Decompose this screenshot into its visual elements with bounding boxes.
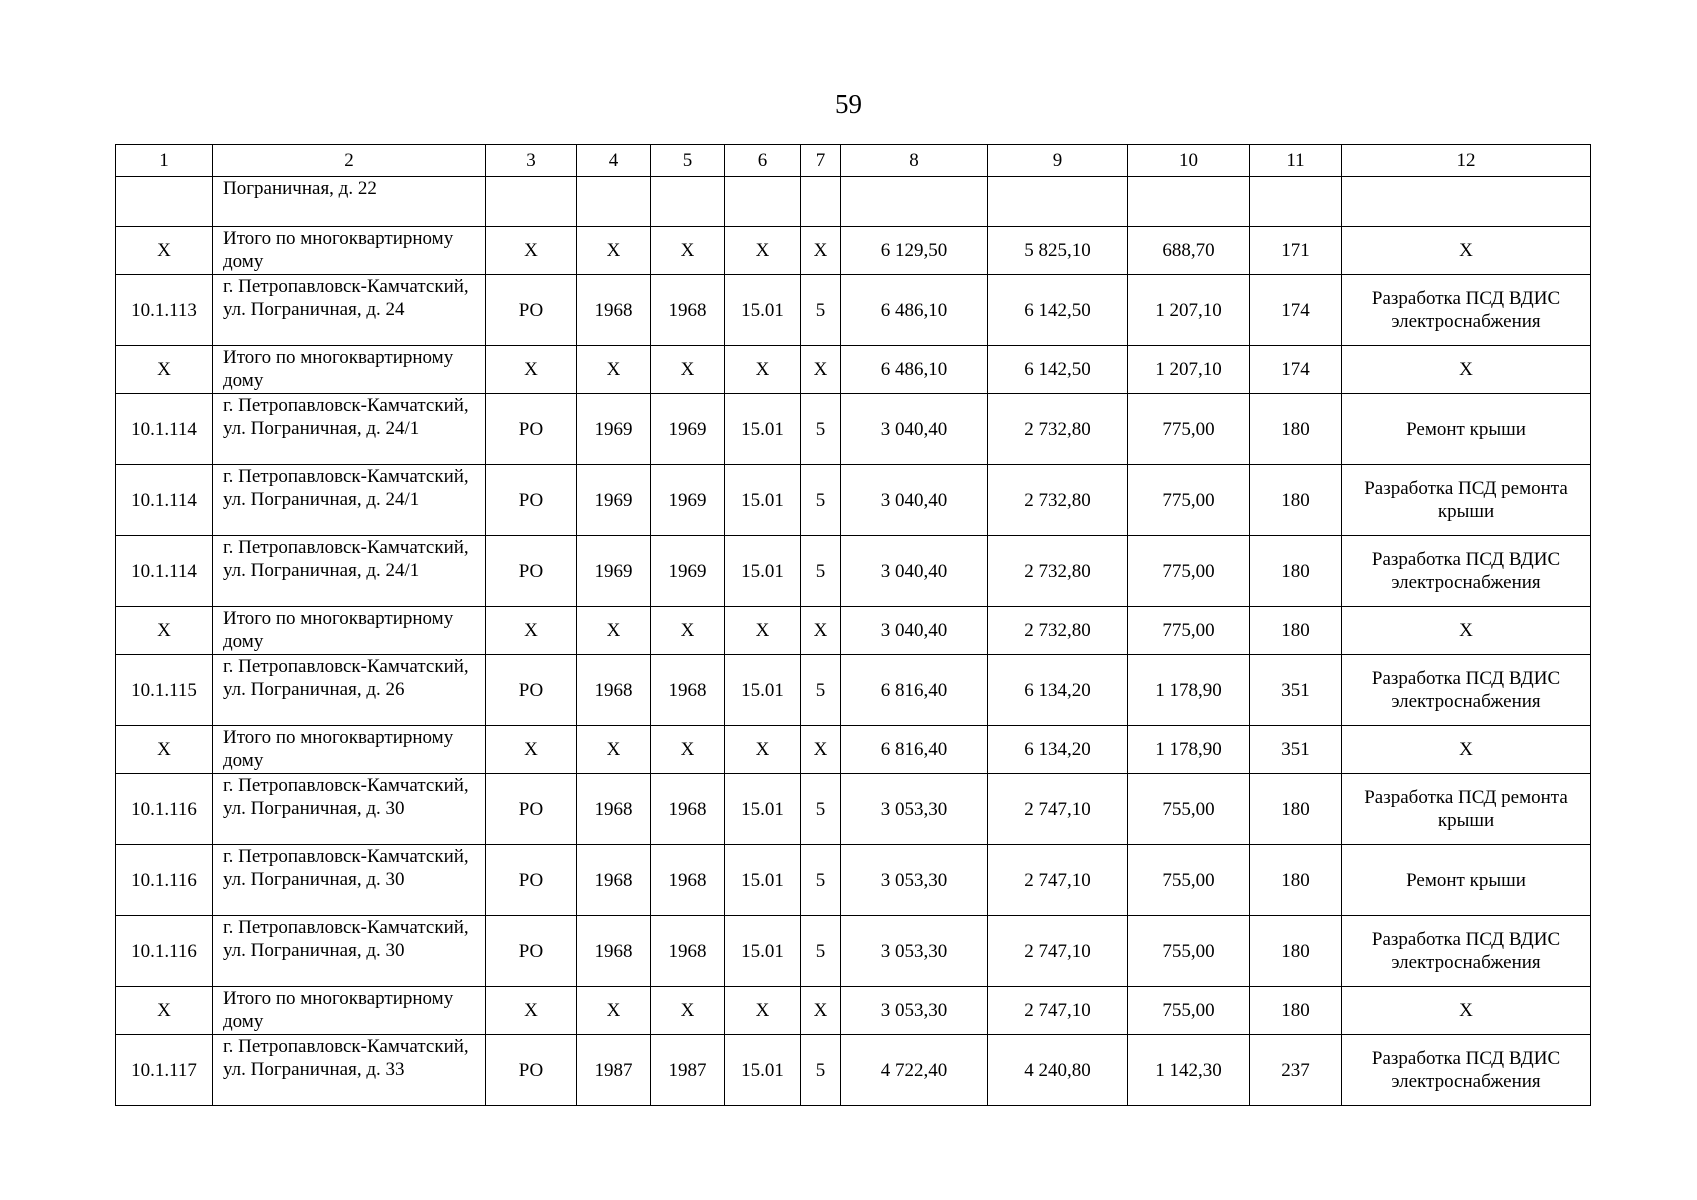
cell-item-number xyxy=(116,177,213,227)
cell-year-commissioned: 1969 xyxy=(651,465,725,536)
cell-living-area: 6 142,50 xyxy=(988,275,1128,346)
cell-item-number: 10.1.116 xyxy=(116,774,213,845)
cell-code: Х xyxy=(486,987,577,1035)
col-12-number: 12 xyxy=(1342,145,1591,177)
cell-address: г. Петропавловск-Камчатский, ул. Пограничная, д. 30 xyxy=(213,774,486,845)
cell-living-area: 2 747,10 xyxy=(988,987,1128,1035)
cell-living-area: 4 240,80 xyxy=(988,1035,1128,1106)
cell-item-number: Х xyxy=(116,346,213,394)
cell-living-area: 2 732,80 xyxy=(988,607,1128,655)
cell-year-built: Х xyxy=(577,726,651,774)
cell-year-commissioned: 1968 xyxy=(651,845,725,916)
cell-code xyxy=(486,177,577,227)
cell-work-type: Х xyxy=(1342,227,1591,275)
cell-residents: 180 xyxy=(1250,987,1342,1035)
cell-year-commissioned: 1968 xyxy=(651,774,725,845)
cell-year-built xyxy=(577,177,651,227)
col-9-number: 9 xyxy=(988,145,1128,177)
cell-code: РО xyxy=(486,655,577,726)
cell-code: РО xyxy=(486,916,577,987)
cell-total-area: 3 040,40 xyxy=(841,394,988,465)
cell-code: Х xyxy=(486,346,577,394)
cell-residents xyxy=(1250,177,1342,227)
cell-code-1501: Х xyxy=(725,726,801,774)
cell-area-10: 1 207,10 xyxy=(1128,346,1250,394)
table-row xyxy=(116,275,1591,346)
cell-item-number: 10.1.116 xyxy=(116,845,213,916)
cell-floors: Х xyxy=(801,987,841,1035)
cell-area-10: 1 207,10 xyxy=(1128,275,1250,346)
cell-item-number: 10.1.114 xyxy=(116,465,213,536)
cell-year-commissioned: Х xyxy=(651,726,725,774)
cell-residents: 180 xyxy=(1250,607,1342,655)
table-row xyxy=(116,394,1591,465)
cell-address: г. Петропавловск-Камчатский, ул. Пограничная, д. 30 xyxy=(213,916,486,987)
cell-address: Пограничная, д. 22 xyxy=(213,177,486,227)
cell-code: РО xyxy=(486,465,577,536)
cell-work-type: Разработка ПСД ВДИС электроснабжения xyxy=(1342,1035,1591,1106)
cell-code: РО xyxy=(486,774,577,845)
cell-residents: 180 xyxy=(1250,536,1342,607)
cell-code: РО xyxy=(486,394,577,465)
cell-floors: 5 xyxy=(801,774,841,845)
cell-total-area: 3 053,30 xyxy=(841,916,988,987)
cell-living-area: 2 747,10 xyxy=(988,774,1128,845)
cell-year-built: Х xyxy=(577,227,651,275)
cell-work-type: Х xyxy=(1342,726,1591,774)
cell-living-area: 6 134,20 xyxy=(988,655,1128,726)
cell-code-1501: Х xyxy=(725,607,801,655)
cell-year-commissioned: Х xyxy=(651,227,725,275)
cell-item-number: 10.1.116 xyxy=(116,916,213,987)
cell-work-type xyxy=(1342,177,1591,227)
cell-address: г. Петропавловск-Камчатский, ул. Пограничная, д. 30 xyxy=(213,845,486,916)
col-1-number: 1 xyxy=(116,145,213,177)
cell-address: Итого по многоквартирному дому xyxy=(213,726,486,774)
cell-total-area xyxy=(841,177,988,227)
table-row xyxy=(116,774,1591,845)
cell-area-10: 1 178,90 xyxy=(1128,726,1250,774)
total-row xyxy=(116,346,1591,394)
cell-work-type: Х xyxy=(1342,607,1591,655)
col-10-number: 10 xyxy=(1128,145,1250,177)
cell-residents: 237 xyxy=(1250,1035,1342,1106)
cell-area-10: 755,00 xyxy=(1128,774,1250,845)
cell-area-10: 688,70 xyxy=(1128,227,1250,275)
cell-floors: Х xyxy=(801,607,841,655)
cell-work-type: Ремонт крыши xyxy=(1342,394,1591,465)
cell-address: г. Петропавловск-Камчатский, ул. Пограничная, д. 24/1 xyxy=(213,465,486,536)
cell-total-area: 3 053,30 xyxy=(841,845,988,916)
cell-area-10: 775,00 xyxy=(1128,394,1250,465)
cell-code-1501: 15.01 xyxy=(725,774,801,845)
cell-item-number: Х xyxy=(116,987,213,1035)
cell-area-10: 755,00 xyxy=(1128,987,1250,1035)
table-body xyxy=(116,145,1591,1106)
cell-code-1501 xyxy=(725,177,801,227)
cell-floors: 5 xyxy=(801,655,841,726)
col-8-number: 8 xyxy=(841,145,988,177)
cell-code-1501: Х xyxy=(725,346,801,394)
cell-year-built: 1968 xyxy=(577,275,651,346)
cell-area-10: 775,00 xyxy=(1128,465,1250,536)
col-7-number: 7 xyxy=(801,145,841,177)
col-5-number: 5 xyxy=(651,145,725,177)
cell-item-number: 10.1.113 xyxy=(116,275,213,346)
cell-year-built: Х xyxy=(577,346,651,394)
table-row xyxy=(116,465,1591,536)
cell-living-area xyxy=(988,177,1128,227)
cell-work-type: Разработка ПСД ремонта крыши xyxy=(1342,774,1591,845)
cell-work-type: Разработка ПСД ВДИС электроснабжения xyxy=(1342,916,1591,987)
cell-work-type: Разработка ПСД ремонта крыши xyxy=(1342,465,1591,536)
cell-total-area: 3 053,30 xyxy=(841,987,988,1035)
cell-code-1501: Х xyxy=(725,227,801,275)
cell-code: Х xyxy=(486,607,577,655)
cell-residents: 180 xyxy=(1250,774,1342,845)
cell-address: г. Петропавловск-Камчатский, ул. Пограничная, д. 24/1 xyxy=(213,394,486,465)
cell-year-commissioned: 1987 xyxy=(651,1035,725,1106)
program-table xyxy=(115,144,1591,1106)
cell-item-number: 10.1.114 xyxy=(116,536,213,607)
table-row xyxy=(116,536,1591,607)
cell-total-area: 6 486,10 xyxy=(841,275,988,346)
cell-area-10: 775,00 xyxy=(1128,607,1250,655)
cell-code-1501: 15.01 xyxy=(725,536,801,607)
cell-total-area: 4 722,40 xyxy=(841,1035,988,1106)
cell-total-area: 6 816,40 xyxy=(841,726,988,774)
cell-living-area: 2 732,80 xyxy=(988,536,1128,607)
cell-address: г. Петропавловск-Камчатский, ул. Пограничная, д. 26 xyxy=(213,655,486,726)
cell-work-type: Ремонт крыши xyxy=(1342,845,1591,916)
cell-code-1501: 15.01 xyxy=(725,845,801,916)
cell-year-built: 1968 xyxy=(577,845,651,916)
cell-total-area: 3 053,30 xyxy=(841,774,988,845)
cell-item-number: Х xyxy=(116,607,213,655)
cell-area-10 xyxy=(1128,177,1250,227)
cell-code: Х xyxy=(486,726,577,774)
cell-code-1501: 15.01 xyxy=(725,394,801,465)
cell-code-1501: 15.01 xyxy=(725,1035,801,1106)
cell-code-1501: 15.01 xyxy=(725,655,801,726)
cell-floors: 5 xyxy=(801,536,841,607)
cell-total-area: 6 129,50 xyxy=(841,227,988,275)
cell-residents: 174 xyxy=(1250,275,1342,346)
page-number: 59 xyxy=(835,89,862,119)
cell-year-commissioned: 1968 xyxy=(651,916,725,987)
cell-year-built: 1968 xyxy=(577,655,651,726)
cell-work-type: Разработка ПСД ВДИС электроснабжения xyxy=(1342,655,1591,726)
cell-code-1501: Х xyxy=(725,987,801,1035)
cell-item-number: 10.1.114 xyxy=(116,394,213,465)
table-row xyxy=(116,1035,1591,1106)
cell-code: РО xyxy=(486,1035,577,1106)
cell-living-area: 5 825,10 xyxy=(988,227,1128,275)
cell-code-1501: 15.01 xyxy=(725,916,801,987)
col-2-number: 2 xyxy=(213,145,486,177)
cell-code: РО xyxy=(486,845,577,916)
col-3-number: 3 xyxy=(486,145,577,177)
cell-year-built: 1987 xyxy=(577,1035,651,1106)
cell-year-built: Х xyxy=(577,607,651,655)
cell-total-area: 6 486,10 xyxy=(841,346,988,394)
cell-floors: Х xyxy=(801,346,841,394)
total-row xyxy=(116,726,1591,774)
cell-item-number: Х xyxy=(116,726,213,774)
cell-year-commissioned xyxy=(651,177,725,227)
cell-living-area: 2 732,80 xyxy=(988,465,1128,536)
cell-living-area: 6 142,50 xyxy=(988,346,1128,394)
cell-area-10: 1 142,30 xyxy=(1128,1035,1250,1106)
cell-item-number: Х xyxy=(116,227,213,275)
cell-year-commissioned: 1969 xyxy=(651,536,725,607)
cell-living-area: 6 134,20 xyxy=(988,726,1128,774)
cell-residents: 171 xyxy=(1250,227,1342,275)
cell-year-built: 1969 xyxy=(577,394,651,465)
cell-work-type: Х xyxy=(1342,987,1591,1035)
cell-address: Итого по многоквартирному дому xyxy=(213,227,486,275)
cell-item-number: 10.1.117 xyxy=(116,1035,213,1106)
cell-code: РО xyxy=(486,536,577,607)
cell-address: г. Петропавловск-Камчатский, ул. Пограничная, д. 24 xyxy=(213,275,486,346)
cell-year-built: Х xyxy=(577,987,651,1035)
table-row xyxy=(116,916,1591,987)
cell-floors: 5 xyxy=(801,465,841,536)
table-row xyxy=(116,177,1591,227)
cell-residents: 351 xyxy=(1250,726,1342,774)
cell-floors: 5 xyxy=(801,394,841,465)
cell-residents: 351 xyxy=(1250,655,1342,726)
total-row xyxy=(116,227,1591,275)
cell-year-commissioned: 1968 xyxy=(651,275,725,346)
cell-address: Итого по многоквартирному дому xyxy=(213,607,486,655)
cell-work-type: Х xyxy=(1342,346,1591,394)
cell-year-built: 1969 xyxy=(577,536,651,607)
cell-code-1501: 15.01 xyxy=(725,275,801,346)
total-row xyxy=(116,607,1591,655)
cell-year-commissioned: 1969 xyxy=(651,394,725,465)
cell-area-10: 775,00 xyxy=(1128,536,1250,607)
total-row xyxy=(116,987,1591,1035)
cell-total-area: 3 040,40 xyxy=(841,536,988,607)
cell-work-type: Разработка ПСД ВДИС электроснабжения xyxy=(1342,275,1591,346)
cell-living-area: 2 747,10 xyxy=(988,845,1128,916)
cell-code: РО xyxy=(486,275,577,346)
col-6-number: 6 xyxy=(725,145,801,177)
cell-floors: 5 xyxy=(801,1035,841,1106)
cell-address: г. Петропавловск-Камчатский, ул. Пограничная, д. 24/1 xyxy=(213,536,486,607)
cell-address: Итого по многоквартирному дому xyxy=(213,987,486,1035)
col-11-number: 11 xyxy=(1250,145,1342,177)
cell-floors xyxy=(801,177,841,227)
cell-total-area: 6 816,40 xyxy=(841,655,988,726)
cell-total-area: 3 040,40 xyxy=(841,465,988,536)
cell-floors: Х xyxy=(801,227,841,275)
table-row xyxy=(116,655,1591,726)
cell-residents: 180 xyxy=(1250,845,1342,916)
cell-year-commissioned: Х xyxy=(651,607,725,655)
column-number-row xyxy=(116,145,1591,177)
cell-year-commissioned: Х xyxy=(651,987,725,1035)
cell-floors: 5 xyxy=(801,916,841,987)
cell-residents: 174 xyxy=(1250,346,1342,394)
cell-floors: 5 xyxy=(801,275,841,346)
cell-total-area: 3 040,40 xyxy=(841,607,988,655)
cell-residents: 180 xyxy=(1250,394,1342,465)
cell-year-built: 1969 xyxy=(577,465,651,536)
cell-work-type: Разработка ПСД ВДИС электроснабжения xyxy=(1342,536,1591,607)
cell-floors: 5 xyxy=(801,845,841,916)
cell-area-10: 755,00 xyxy=(1128,845,1250,916)
cell-year-built: 1968 xyxy=(577,916,651,987)
cell-code-1501: 15.01 xyxy=(725,465,801,536)
cell-living-area: 2 732,80 xyxy=(988,394,1128,465)
cell-address: г. Петропавловск-Камчатский, ул. Пограничная, д. 33 xyxy=(213,1035,486,1106)
cell-address: Итого по многоквартирному дому xyxy=(213,346,486,394)
cell-residents: 180 xyxy=(1250,465,1342,536)
cell-year-commissioned: Х xyxy=(651,346,725,394)
cell-year-built: 1968 xyxy=(577,774,651,845)
cell-area-10: 1 178,90 xyxy=(1128,655,1250,726)
table-row xyxy=(116,845,1591,916)
cell-year-commissioned: 1968 xyxy=(651,655,725,726)
cell-residents: 180 xyxy=(1250,916,1342,987)
cell-item-number: 10.1.115 xyxy=(116,655,213,726)
col-4-number: 4 xyxy=(577,145,651,177)
cell-area-10: 755,00 xyxy=(1128,916,1250,987)
cell-floors: Х xyxy=(801,726,841,774)
cell-living-area: 2 747,10 xyxy=(988,916,1128,987)
cell-code: Х xyxy=(486,227,577,275)
